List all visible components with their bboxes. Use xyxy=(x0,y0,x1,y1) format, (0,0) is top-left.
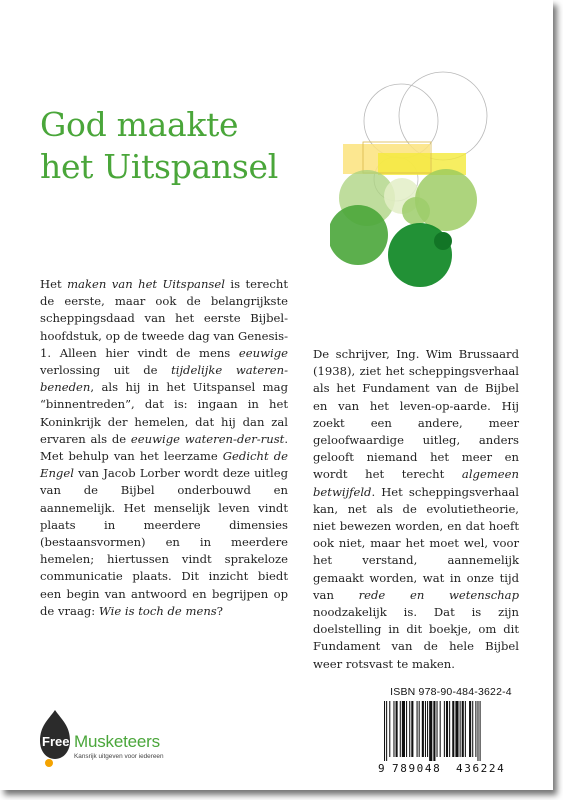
blurb-left-run: is terecht de eerste, maar ook de belangrijkste scheppingsdaad van het eerste Bijbel-hoofdstuk, op de tweede dag van Genesis-1. Alleen hier vindt de mens xyxy=(40,277,288,360)
barcode-bar xyxy=(472,701,473,757)
barcode-bar xyxy=(465,701,466,757)
blurb-left-emphasis: Wie is toch de mens xyxy=(98,603,217,618)
art-circle-dark-small xyxy=(434,232,452,250)
barcode-bar xyxy=(427,701,428,757)
barcode-bar xyxy=(480,701,481,761)
barcode-bar xyxy=(433,701,435,761)
barcode-bar xyxy=(440,701,441,757)
blurb-right-run: . Het scheppingsverhaal kan, net als de evolutietheorie, niet bewezen worden, en dat hoeft ook niet, maar het moet wel, voor het verstand, aannemelijk gemaakt worden, wat in onze tijd van xyxy=(313,484,519,602)
art-circle-mid-green xyxy=(402,197,430,225)
barcode-digit-group-1: 789048 xyxy=(392,762,442,775)
barcode-bar xyxy=(425,701,426,757)
barcode-bar xyxy=(460,701,461,757)
barcode-bar xyxy=(402,701,405,757)
blurb-left-run: ? xyxy=(216,603,223,618)
barcode-bar xyxy=(417,701,418,757)
barcode-bar xyxy=(393,701,394,757)
barcode-bar xyxy=(455,701,458,757)
blurb-left-run: Het xyxy=(40,277,68,291)
isbn-barcode xyxy=(378,686,524,782)
barcode-digit-group-2: 436224 xyxy=(456,762,506,775)
barcode-bar xyxy=(396,701,398,757)
barcode-bar xyxy=(409,701,410,757)
circles-illustration xyxy=(330,65,500,290)
barcode-bar xyxy=(422,701,424,757)
blurb-left-emphasis: tijdelijke wateren-beneden xyxy=(40,363,288,395)
barcode-bar xyxy=(437,701,438,757)
barcode-first-digit: 9 xyxy=(378,762,385,775)
barcode-bar xyxy=(406,701,407,757)
barcode-bar xyxy=(469,701,471,757)
barcode-bar xyxy=(446,701,448,757)
barcode-bar xyxy=(452,701,454,757)
logo-free-text: Free xyxy=(42,734,70,749)
isbn-label: ISBN 978-90-484-3622-4 xyxy=(390,686,512,698)
blurb-left-emphasis: eeuwige wateren-der-rust xyxy=(130,431,285,446)
barcode-bar xyxy=(429,701,432,761)
blurb-left-column xyxy=(40,276,288,620)
blurb-right-run: De schrijver, Ing. Wim Brussaard (1938), ziet het scheppingsverhaal als het Fundament van de Bijbel en van het leven-op-aarde. Hij zoekt een andere, meer geloofwaardige uitleg, anders gelooft niemand het meer en wordt het terecht xyxy=(313,347,519,482)
barcode-bar xyxy=(411,701,413,757)
barcode-bar xyxy=(477,701,478,761)
barcode-bar xyxy=(384,701,385,761)
art-circle-green-left xyxy=(330,205,388,265)
barcode-bar xyxy=(419,701,420,757)
barcode-bar xyxy=(462,701,464,757)
barcode-bar xyxy=(389,701,390,757)
barcode-bar xyxy=(449,701,450,757)
barcode-bars xyxy=(382,701,522,761)
blurb-left-emphasis: Gedicht de Engel xyxy=(40,449,288,481)
barcode-bar xyxy=(386,701,387,761)
logo-musketeers-text: Musketeers xyxy=(74,732,160,751)
blurb-right-emphasis: rede en wetenschap xyxy=(358,587,519,602)
blurb-right-column xyxy=(313,346,519,673)
publisher-logo xyxy=(38,708,238,778)
book-title-line-1: God maakte xyxy=(40,105,239,144)
blurb-left-emphasis: maken van het Uitspansel xyxy=(67,277,225,291)
book-title-line-2: het Uitspansel xyxy=(40,147,278,186)
blurb-left-run: . Met behulp van het leerzame xyxy=(40,431,288,464)
logo-tagline: Kansrijk uitgeven voor iedereen xyxy=(74,753,164,760)
barcode-bar xyxy=(475,701,476,757)
barcode-bar xyxy=(444,701,445,757)
blurb-left-run: verlossing uit de xyxy=(40,363,172,378)
blurb-right-run: noodzakelijk is. Dat is zijn doelstelling in dit boekje, om dit Fundament van de hele Bijbel weer rotsvast te maken. xyxy=(313,605,519,671)
blurb-left-run: van Jacob Lorber wordt deze uitleg van de Bijbel onderbouwd en aannemelijk. Het menselijk leven vindt plaats in meerdere dimensies (bestaansvormen) en in meerdere hemelen; hiertussen vindt sprakeloze communicatie plaats. Dit inzicht biedt een begin van antwoord en begrijpen op de vraag: xyxy=(40,466,288,618)
blurb-left-run: , als hij in het Uitspansel mag “binnentreden”, dat is: ingaan in het Koninkrijk der hemelen, dat hij dan zal ervaren als de xyxy=(40,380,288,446)
book-title xyxy=(40,104,278,188)
barcode-bar xyxy=(400,701,401,757)
blurb-right-emphasis: algemeen betwijfeld xyxy=(313,467,519,499)
blurb-left-emphasis: eeuwige xyxy=(238,345,288,360)
